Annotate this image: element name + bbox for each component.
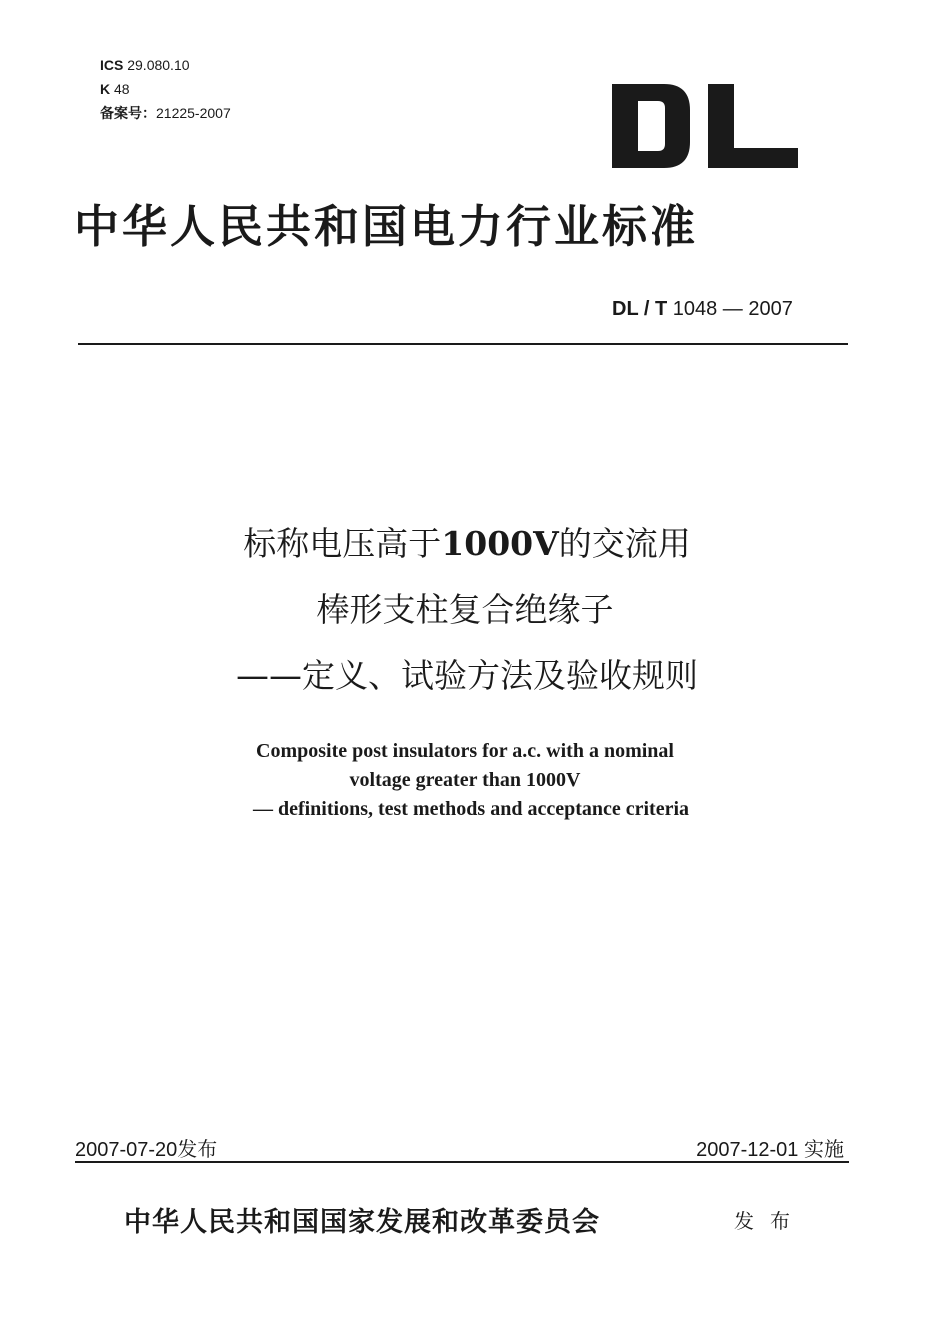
title-en-line3: — definitions, test methods and acceptance criteria (252, 798, 690, 820)
title-cn-line3: ——定义、试验方法及验收规则 (236, 656, 698, 695)
ics-value: 29.080.10 (127, 57, 190, 73)
title-en-line2: voltage greater than 1000V (349, 769, 581, 791)
k-value: 48 (114, 81, 130, 97)
logo-letter-l (708, 84, 798, 168)
ics-code (100, 56, 190, 74)
bottom-divider (75, 1161, 849, 1163)
industry-standard-title: 中华人民共和国电力行业标准 (74, 200, 699, 253)
title-cn-line1-part2: 的交流用 (558, 524, 691, 563)
title-cn-line1-part1: 标称电压高于 (243, 524, 442, 563)
title-cn-line2: 棒形支柱复合绝缘子 (316, 590, 614, 629)
k-label: K (100, 81, 111, 97)
title-en-line1: Composite post insulators for a.c. with a nominal (256, 740, 674, 762)
issuing-authority: 中华人民共和国国家发展和改革委员会 (124, 1207, 600, 1238)
issuing-verb: 发布 (734, 1209, 806, 1233)
effective-date: 2007-12-01 实施 (696, 1139, 844, 1161)
standard-number (612, 298, 793, 321)
ics-label: ICS (100, 57, 124, 73)
record-value: 21225-2007 (156, 105, 231, 121)
dl-logo (612, 84, 798, 168)
standard-code: DL / T (612, 298, 668, 320)
title-cn-voltage: 1000V (441, 524, 559, 563)
standard-year: 1048 — 2007 (672, 298, 793, 320)
title-cn-line1 (0, 524, 942, 564)
record-label: 备案号： (100, 105, 156, 121)
k-code (100, 80, 130, 98)
issue-date: 2007-07-20发布 (75, 1139, 218, 1161)
logo-letter-d (612, 84, 690, 168)
top-divider (78, 343, 848, 345)
record-number (100, 104, 231, 122)
